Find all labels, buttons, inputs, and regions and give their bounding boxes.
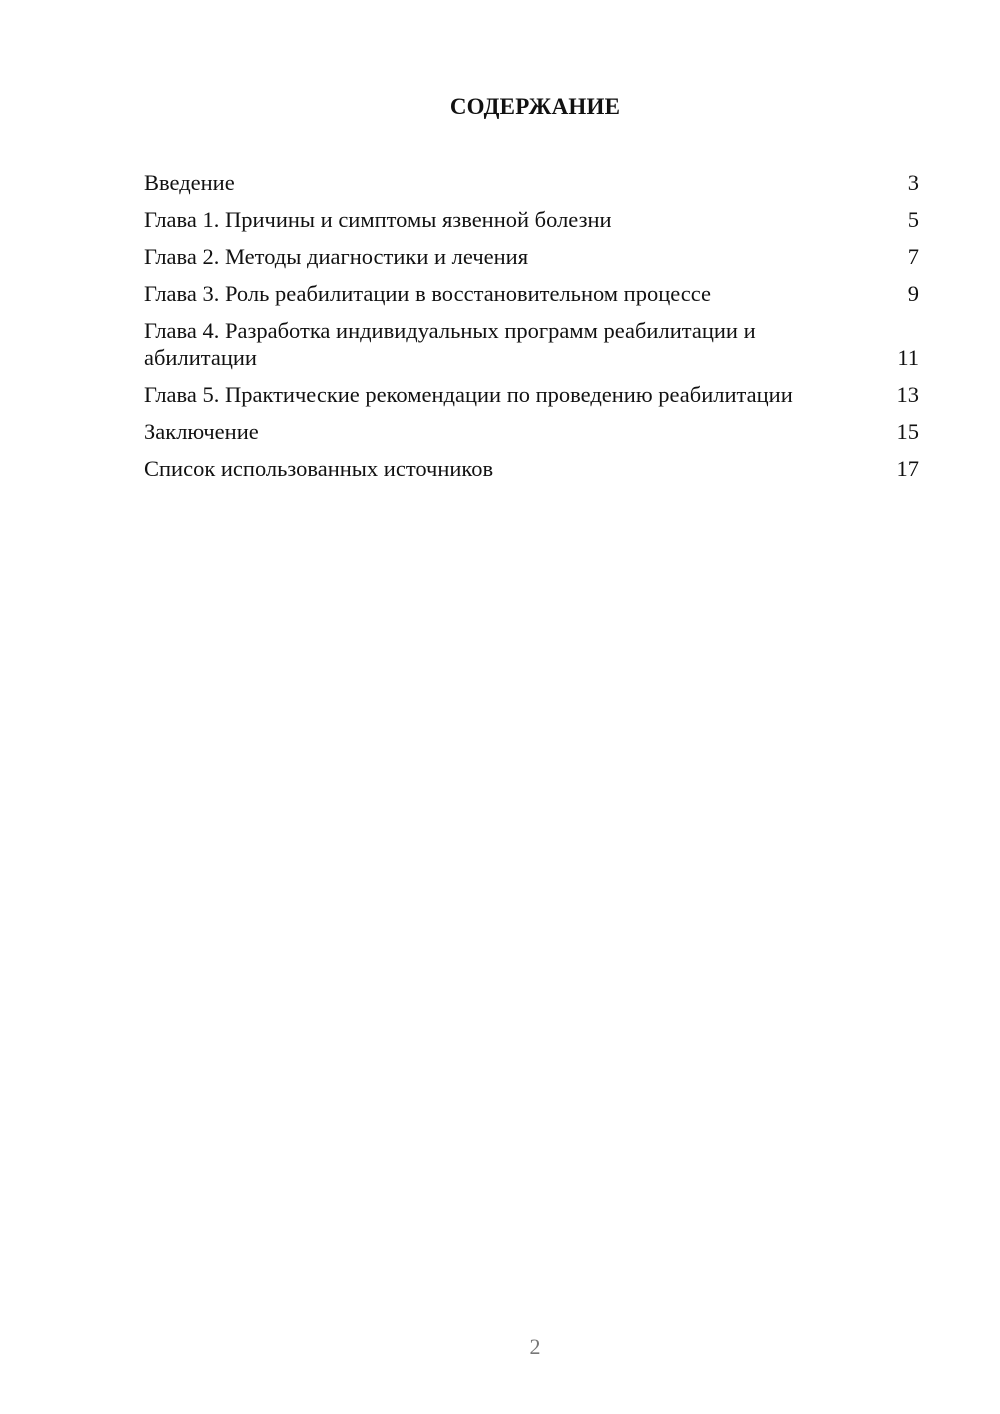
toc-item-chapter-4 bbox=[144, 318, 919, 371]
page-title: СОДЕРЖАНИЕ bbox=[449, 94, 621, 119]
toc-item-page: 7 bbox=[907, 244, 919, 269]
toc-item-page: 15 bbox=[896, 418, 919, 444]
toc-item-title: Глава 5. Практические рекомендации по проведению реабилитации bbox=[144, 381, 793, 407]
toc-item-page: 17 bbox=[896, 455, 919, 481]
toc-item-title: Глава 1. Причины и симптомы язвенной болезни bbox=[144, 207, 612, 232]
table-of-contents bbox=[144, 170, 919, 493]
toc-item-chapter-2 bbox=[144, 244, 919, 271]
page-number: 2 bbox=[529, 1334, 541, 1359]
toc-item-title: Глава 2. Методы диагностики и лечения bbox=[144, 244, 529, 269]
toc-item-conclusion bbox=[144, 419, 919, 446]
toc-item-page: 3 bbox=[907, 170, 919, 195]
toc-item-title: Глава 4. Разработка индивидуальных программ реабилитации и абилитации bbox=[144, 318, 756, 370]
toc-item-title: Введение bbox=[144, 170, 235, 195]
toc-item-title: Заключение bbox=[144, 418, 259, 444]
toc-item-page: 5 bbox=[907, 207, 919, 232]
toc-item-chapter-3 bbox=[144, 281, 919, 308]
toc-item-references bbox=[144, 456, 919, 483]
toc-item-title: Глава 3. Роль реабилитации в восстановительном процессе bbox=[144, 281, 712, 306]
toc-item-chapter-5 bbox=[144, 382, 919, 409]
toc-item-page: 13 bbox=[896, 381, 919, 407]
toc-item-title: Список использованных источников bbox=[144, 455, 494, 481]
toc-item-page: 11 bbox=[897, 344, 919, 370]
toc-item-introduction bbox=[144, 170, 919, 197]
toc-item-page: 9 bbox=[907, 281, 919, 306]
toc-item-chapter-1 bbox=[144, 207, 919, 234]
